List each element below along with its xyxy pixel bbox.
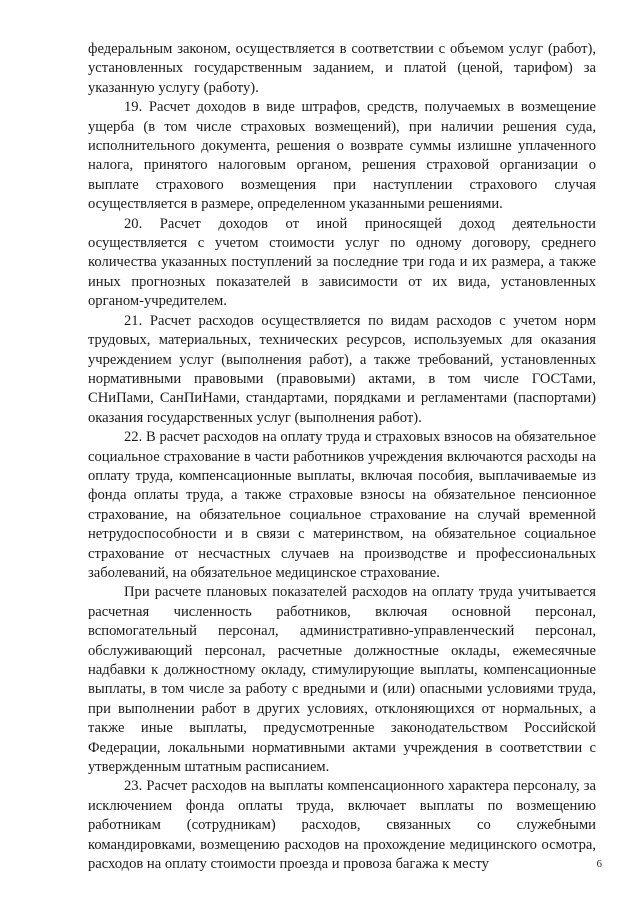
paragraph-20: 20. Расчет доходов от иной приносящей доход деятельности осуществляется с учетом стоимости услуг по одному договору, среднего количества указанных поступлений за последние три года и их размера, а также иных прогнозных показателей в зависимости от их вида, установленных органом-учредителем. — [88, 215, 596, 310]
page-number: 6 — [596, 858, 602, 870]
paragraph-continuation: федеральным законом, осуществляется в соответствии с объемом услуг (работ), установленных государственным заданием, и платой (ценой, тарифом) за указанную услугу (работу). — [88, 41, 596, 96]
paragraph-22-payroll: При расчете плановых показателей расходов на оплату труда учитывается расчетная численность работников, включая основной персонал, вспомогательный персонал, административно-управленческий персонал, обслуживающий персонал, расчетные должностные оклады, ежемесячные надбавки к должностному окладу, стимулирующие выплаты, компенсационные выплаты, в том числе за работу с вредными и (или) опасными условиями труда, при выполнении работ в других условиях, отклоняющихся от нормальных, а также иные выплаты, предусмотренные законодательством Российской Федерации, локальными нормативными актами учреждения в соответствии с утвержденным штатным расписанием. — [88, 584, 596, 776]
paragraph-23: 23. Расчет расходов на выплаты компенсационного характера персоналу, за исключением фонда оплаты труда, включает выплаты по возмещению работникам (сотрудникам) расходов, связанных со служебными командировками, возмещению расходов на прохождение медицинского осмотра, расходов на оплату стоимости проезда и провоза багажа к месту — [88, 778, 596, 873]
paragraph-19: 19. Расчет доходов в виде штрафов, средств, получаемых в возмещение ущерба (в том числе страховых возмещений), при наличии решения суда, исполнительного документа, решения о возврате суммы излишне уплаченного налога, принятого налоговым органом, решения страховой организации о выплате страхового возмещения при наступлении страхового случая осуществляется в размере, определенном указанными решениями. — [88, 99, 596, 213]
document-page — [88, 40, 596, 874]
paragraph-22: 22. В расчет расходов на оплату труда и страховых взносов на обязательное социальное страхование в части работников учреждения включаются расходы на оплату труда, компенсационные выплаты, включая пособия, выплачиваемые из фонда оплаты труда, а также страховые взносы на обязательное пенсионное страхование, на обязательное социальное страхование на случай временной нетрудоспособности и в связи с материнством, на обязательное социальное страхование от несчастных случаев на производстве и профессиональных заболеваний, на обязательное медицинское страхование. — [88, 429, 596, 581]
paragraph-21: 21. Расчет расходов осуществляется по видам расходов с учетом норм трудовых, материальных, технических ресурсов, используемых для оказания учреждением услуг (выполнения работ), а также требований, установленных нормативными правовыми (правовыми) актами, в том числе ГОСТами, СНиПами, СанПиНами, стандартами, порядками и регламентами (паспортами) оказания государственных услуг (выполнения работ). — [88, 312, 596, 426]
